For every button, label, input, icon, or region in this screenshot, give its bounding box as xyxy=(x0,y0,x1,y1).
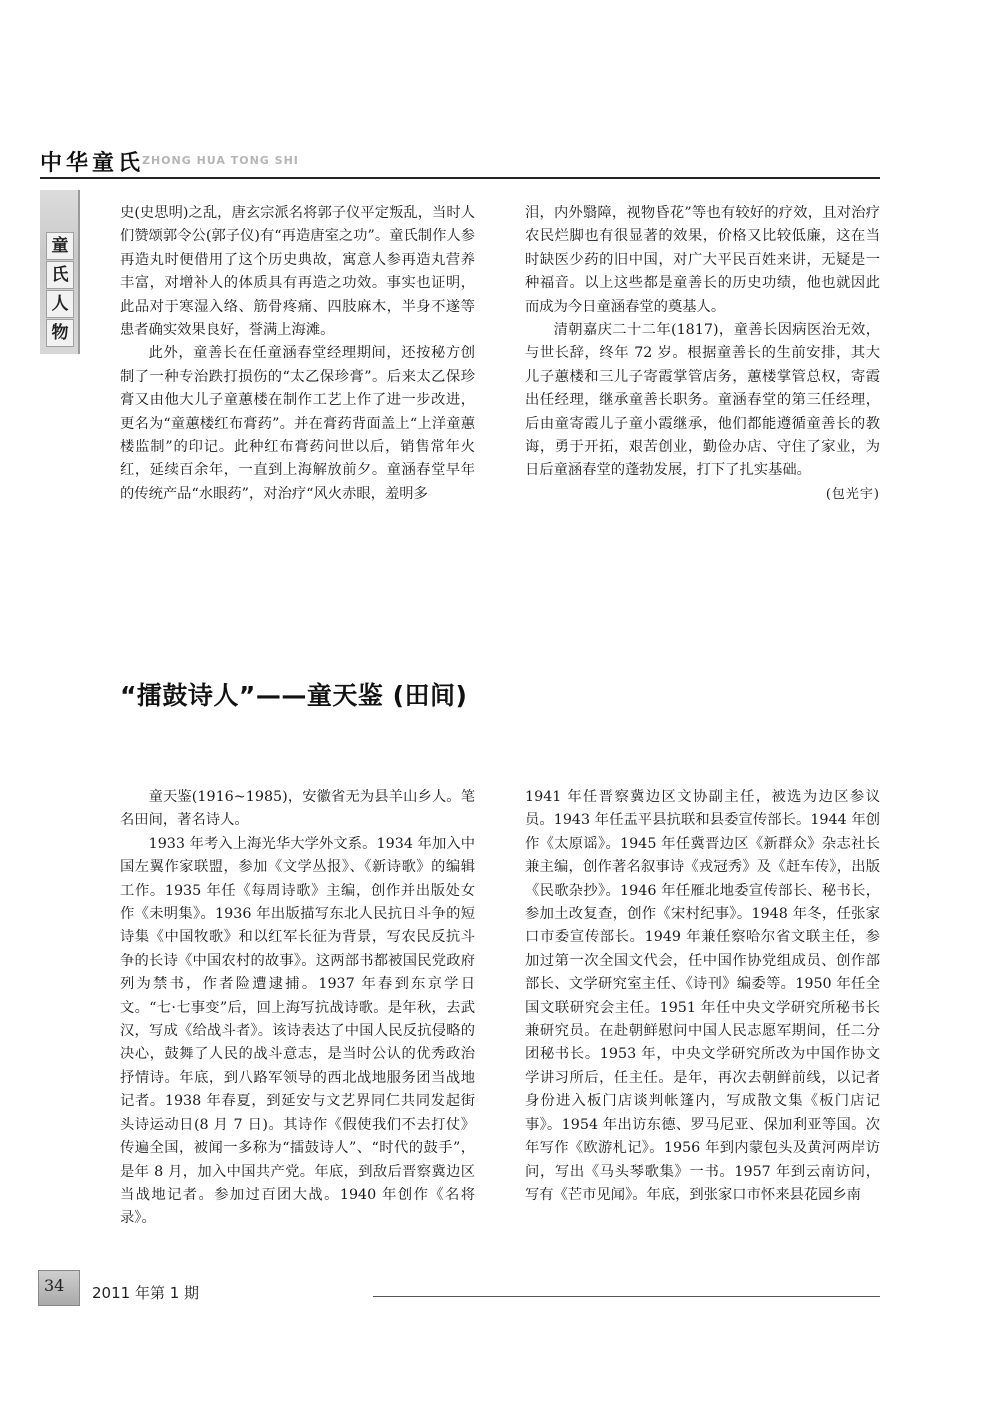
article-title: “擂鼓诗人”——童天鉴 (田间) xyxy=(120,681,468,710)
issue-label: 2011 年第 1 期 xyxy=(92,1284,200,1302)
paragraph: 史(史思明)之乱，唐玄宗派名将郭子仪平定叛乱，当时人们赞颂郭令公(郭子仪)有“再造唐室之功”。童氏制作人参再造丸时便借用了这个历史典故，寓意人参再造丸营养丰富，对增补人的体质具有再造之功效。事实也证明，此品对于寒湿入络、筋骨疼痛、四肢麻木，半身不遂等患者确实效果良好，誉满上海滩。 xyxy=(120,205,475,339)
paragraph: 1941 年任晋察冀边区文协副主任，被选为边区参议员。1943 年任盂平县抗联和县委宣传部长。1944 年创作《太原谣》。1945 年任冀晋边区《新群众》杂志社长兼主编，创作著名叙事诗《戎冠秀》及《赶车传》，出版《民歌杂抄》。1946 年任雁北地委宣传部长、秘书长，参加土改复查，创作《宋村纪事》。1948 年冬，任张家口市委宣传部长。1949 年兼任察哈尔省文联主任，参加过第一次全国文代会，任中国作协党组成员、创作部部长、文学研究室主任、《诗刊》编委等。1950 年任全国文联研究会主任。1951 年任中央文学研究所秘书长兼研究员。在赴朝鲜慰问中国人民志愿军期间，任二分团秘书长。1953 年，中央文学研究所改为中国作协文学讲习所后，任主任。是年，再次去朝鲜前线，以记者身份进入板门店谈判帐篷内，写成散文集《板门店记事》。1954 年出访东德、罗马尼亚、保加利亚等国。次年写作《欧游札记》。1956 年到内蒙包头及黄河两岸访问，写出《马头琴歌集》一书。1957 年到云南访问，写有《芒市见闻》。年底，到张家口市怀来县花园乡南 xyxy=(525,789,880,1203)
running-header xyxy=(40,140,880,180)
paragraph: 童天鉴(1916~1985)，安徽省无为县羊山乡人。笔名田间，著名诗人。 xyxy=(120,789,475,829)
column-1 xyxy=(120,202,475,506)
paragraph: 此外，童善长在任童涵春堂经理期间，还按秘方创制了一种专治跌打损伤的“太乙保珍膏”。后来太乙保珍膏又由他大儿子童蕙楼在制作工艺上作了进一步改进，更名为“童蕙楼红布膏药”。并在膏药背面盖上“上洋童蕙楼监制”的印记。此种红布膏药问世以后，销售常年火红，延续百余年，一直到上海解放前夕。童涵春堂早年的传统产品“水眼药”，对治疗“风火赤眼，羞明多 xyxy=(120,345,475,502)
header-rule xyxy=(40,177,880,179)
paragraph: 清朝嘉庆二十二年(1817)，童善长因病医治无效，与世长辞，终年 72 岁。根据童善长的生前安排，其大儿子蕙楼和三儿子寄霞掌管店务，蕙楼掌管总权，寄霞出任经理，继承童善长职务。童涵春堂的第三任经理，后由童寄霞儿子童小霞继承，他们都能遵循童善长的教诲，勇于开拓，艰苦创业，勤俭办店、守住了家业，为日后童涵春堂的蓬勃发展，打下了扎实基础。 xyxy=(525,322,880,479)
section-tab xyxy=(40,190,80,354)
magazine-title: 中华童氏 xyxy=(40,150,145,176)
paragraph: 1933 年考入上海光华大学外文系。1934 年加入中国左翼作家联盟，参加《文学丛报》、《新诗歌》的编辑工作。1935 年任《每周诗歌》主编，创作并出版处女作《未明集》。1936 年出版描写东北人民抗日斗争的短诗集《中国牧歌》和以红军长征为背景，写农民反抗斗争的长诗《中国农村的故事》。这两部书都被国民党政府列为禁书，作者险遭逮捕。1937 年春到东京学日文。“七·七事变”后，回上海写抗战诗歌。是年秋，去武汉，写成《给战斗者》。该诗表达了中国人民反抗侵略的决心，鼓舞了人民的战斗意志，是当时公认的优秀政治抒情诗。年底，到八路军领导的西北战地服务团当战地记者。1938 年春夏，到延安与文艺界同仁共同发起街头诗运动日(8 月 7 日)。其诗作《假使我们不去打仗》传遍全国，被闻一多称为“擂鼓诗人”、“时代的鼓手”，是年 8 月，加入中国共产党。年底，到敌后晋察冀边区当战地记者。参加过百团大战。1940 年创作《名将录》。 xyxy=(120,835,475,1227)
magazine-pinyin: ZHONG HUA TONG SHI xyxy=(142,154,299,167)
paragraph: 泪，内外翳障，视物昏花”等也有较好的疗效，且对治疗农民烂脚也有很显著的效果，价格又比较低廉，这在当时缺医少药的旧中国，对广大平民百姓来讲，无疑是一种福音。以上这些都是童善长的历史功绩，他也就因此而成为今日童涵春堂的奠基人。 xyxy=(525,205,880,315)
page-number: 34 xyxy=(44,1276,65,1295)
author-signature: (包光宇) xyxy=(825,486,880,502)
column-4 xyxy=(525,786,880,1207)
footer-rule xyxy=(373,1296,880,1297)
section-tab-char: 物 xyxy=(46,319,74,347)
section-tab-char: 氏 xyxy=(46,261,74,289)
column-2 xyxy=(525,202,880,506)
column-3 xyxy=(120,786,475,1231)
section-tab-char: 童 xyxy=(46,232,74,260)
section-tab-char: 人 xyxy=(46,290,74,318)
